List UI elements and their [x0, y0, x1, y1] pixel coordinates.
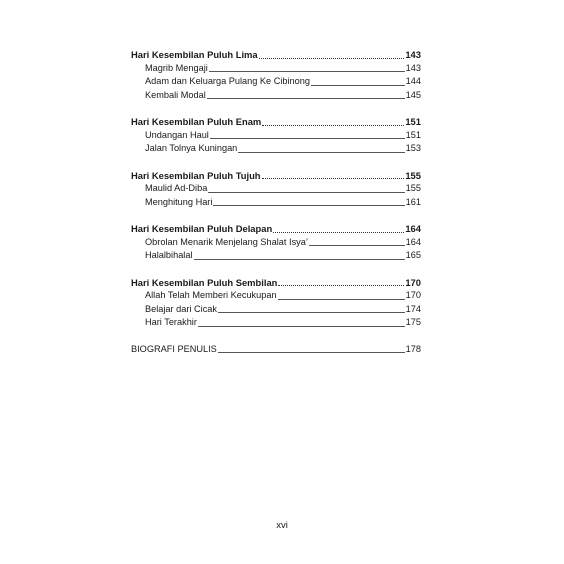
toc-entry[interactable] — [131, 129, 421, 143]
toc-entry-label: Halalbihalal — [145, 250, 193, 260]
toc-heading-entry[interactable] — [131, 276, 421, 290]
toc-entry[interactable] — [131, 289, 421, 303]
toc-entry-label: Jalan Tolnya Kuningan — [145, 143, 238, 153]
dot-leader — [210, 138, 405, 139]
toc-entry-label: Maulid Ad-Diba — [145, 183, 208, 193]
toc-page-number: 165 — [405, 250, 421, 260]
toc-page-number: 143 — [405, 49, 421, 60]
toc-entry[interactable] — [131, 249, 421, 263]
toc-page-number: 155 — [405, 169, 421, 181]
toc-heading-label: Hari Kesembilan Puluh Enam — [131, 116, 262, 127]
toc-entry-label: BIOGRAFI PENULIS — [131, 343, 217, 354]
dot-leader — [278, 285, 404, 286]
toc-entry[interactable] — [131, 89, 421, 103]
toc-section — [131, 48, 421, 102]
toc-heading-label: Hari Kesembilan Puluh Sembilan — [131, 276, 278, 288]
dot-leader — [209, 71, 405, 72]
toc-entry-label: Undangan Haul — [145, 129, 209, 140]
toc-entry-label: Menghitung Hari — [145, 196, 213, 207]
toc-entry[interactable] — [131, 303, 421, 317]
toc-page-number: 170 — [405, 276, 421, 288]
toc-heading-entry[interactable] — [131, 169, 421, 183]
toc-page-number: 164 — [405, 223, 421, 234]
toc-entry[interactable] — [131, 196, 421, 210]
toc-entry-label: Kembali Modal — [145, 89, 206, 100]
dot-leader — [311, 85, 405, 86]
dot-leader — [262, 125, 404, 126]
toc-page-number: 155 — [405, 183, 421, 193]
table-of-contents — [131, 48, 421, 369]
toc-entry-label: Hari Terakhir — [145, 317, 197, 327]
dot-leader — [259, 58, 405, 59]
toc-page-number: 164 — [405, 236, 421, 247]
toc-entry[interactable] — [131, 316, 421, 330]
toc-section — [131, 169, 421, 210]
toc-heading-label: Hari Kesembilan Puluh Tujuh — [131, 169, 261, 181]
dot-leader — [194, 259, 405, 260]
toc-page-number: 153 — [405, 143, 421, 153]
toc-heading-label: Hari Kesembilan Puluh Delapan — [131, 223, 273, 234]
toc-entry-label: Belajar dari Cicak — [145, 303, 217, 314]
toc-biography-entry[interactable] — [131, 343, 421, 357]
toc-page-number: 143 — [405, 62, 421, 73]
toc-page-number: 178 — [405, 343, 421, 354]
toc-entry-label: Obrolan Menarik Menjelang Shalat Isya’ — [145, 236, 308, 247]
toc-page-number: 151 — [405, 116, 421, 127]
dot-leader — [278, 299, 405, 300]
toc-section — [131, 343, 421, 357]
toc-page-number: 170 — [405, 290, 421, 300]
toc-page-number: 151 — [405, 129, 421, 140]
dot-leader — [238, 152, 404, 153]
toc-page-number: 175 — [405, 317, 421, 327]
dot-leader — [218, 312, 405, 313]
toc-section — [131, 276, 421, 330]
dot-leader — [273, 232, 404, 233]
toc-entry[interactable] — [131, 182, 421, 196]
toc-section — [131, 222, 421, 263]
dot-leader — [309, 245, 405, 246]
toc-heading-entry[interactable] — [131, 48, 421, 62]
dot-leader — [218, 352, 405, 353]
toc-section — [131, 115, 421, 156]
toc-heading-entry[interactable] — [131, 222, 421, 236]
toc-entry-label: Adam dan Keluarga Pulang Ke Cibinong — [145, 76, 310, 86]
toc-page-number: 174 — [405, 303, 421, 314]
toc-entry[interactable] — [131, 236, 421, 250]
toc-entry[interactable] — [131, 75, 421, 89]
toc-entry[interactable] — [131, 62, 421, 76]
dot-leader — [207, 98, 405, 99]
dot-leader — [213, 205, 404, 206]
toc-page-number: 145 — [405, 89, 421, 100]
dot-leader — [208, 192, 404, 193]
toc-entry[interactable] — [131, 142, 421, 156]
toc-entry-label: Magrib Mengaji — [145, 62, 208, 73]
page-number: xvi — [276, 520, 288, 531]
toc-entry-label: Allah Telah Memberi Kecukupan — [145, 290, 277, 300]
toc-heading-label: Hari Kesembilan Puluh Lima — [131, 49, 258, 60]
dot-leader — [198, 326, 405, 327]
toc-page-number: 144 — [405, 76, 421, 86]
toc-page-number: 161 — [405, 196, 421, 207]
dot-leader — [262, 178, 405, 179]
toc-heading-entry[interactable] — [131, 115, 421, 129]
